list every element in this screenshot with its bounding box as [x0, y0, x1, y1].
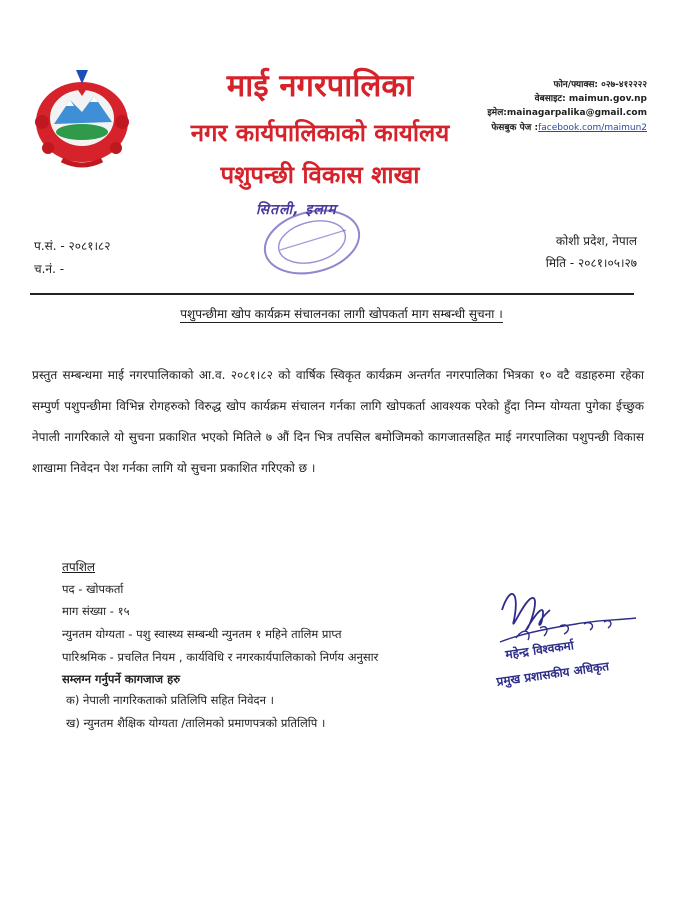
notice-subject [0, 305, 683, 322]
contact-facebook [491, 120, 647, 133]
org-name: माई नगरपालिका [226, 68, 414, 104]
detail-post: पद - खोपकर्ता [62, 582, 124, 596]
date-text: मिति - २०८१।०५।२७ [545, 256, 637, 270]
document-item: ख) न्युनतम शैक्षिक योग्यता /तालिमको प्रमाणपत्रको प्रतिलिपि । [66, 716, 326, 730]
subject-text: पशुपन्छीमा खोप कार्यक्रम संचालनका लागी खोपकर्ता माग सम्बन्धी सुचना । [180, 307, 503, 321]
facebook-label: फेसबुक पेज : [491, 123, 539, 133]
document-item: क) नेपाली नागरिकताको प्रतिलिपि सहित निवेदन । [66, 693, 274, 707]
details-heading: तपशिल [62, 560, 96, 574]
dispatch-number: च.नं. - [34, 262, 65, 276]
reference-number: प.सं. - २०८१।८२ [34, 239, 111, 253]
location-text: सितली, इलाम [256, 202, 337, 218]
branch-name: पशुपन्छी विकास शाखा [220, 161, 420, 189]
facebook-link[interactable]: facebook.com/maimun2 [538, 123, 647, 133]
office-name: नगर कार्यपालिकाको कार्यालय [190, 119, 450, 147]
contact-email[interactable]: इमेल:mainagarpalika@gmail.com [487, 108, 647, 118]
nepal-emblem-icon [26, 62, 138, 174]
contact-website[interactable]: वेबसाइट: maimun.gov.np [534, 94, 647, 104]
contact-phone: फोन/फ्याक्स: ०२७-४१२२२२ [553, 80, 647, 90]
documents-heading: सम्लग्न गर्नुपर्ने कागजाज हरु [62, 672, 181, 686]
detail-qualification: न्युनतम योग्यता - पशु स्वास्थ्य सम्बन्धी न्युनतम १ महिने तालिम प्राप्त [62, 627, 342, 641]
notice-body: प्रस्तुत सम्बन्धमा माई नगरपालिकाको आ.व. २०८१।८२ को वार्षिक स्विकृत कार्यक्रम अन्तर्गत नगरपालिका भित्रका १० वटै वडाहरुमा रहेका सम्पुर्ण पशुपन्छीमा विभिन्न रोगहरुको विरुद्ध खोप कार्यक्रम संचालन गर्नका लागि खोपकर्ता आवश्यक परेको हुँदा निम्न योग्यता पुगेका ईच्छुक नेपाली नागरिकाले यो सुचना प्रकाशित भएको मितिले ७ औं दिन भित्र तपसिल बमोजिमको कागजातसहित माई नगरपालिका पशुपन्छी विकास शाखामा निवेदन पेश गर्नका लागि यो सुचना प्रकाशित गरिएको छ । [32, 368, 644, 475]
header-divider [30, 293, 634, 295]
detail-remuneration: पारिश्रमिक - प्रचलित नियम , कार्यविधि र नगरकार्यपालिकाको निर्णय अनुसार [62, 650, 379, 664]
province-text: कोशी प्रदेश, नेपाल [555, 234, 637, 248]
signer-name: महेन्द्र विश्वकर्मा [504, 638, 575, 662]
detail-count: माग संख्या - १५ [62, 604, 130, 618]
signer-title: प्रमुख प्रशासकीय अधिकृत [495, 659, 610, 689]
